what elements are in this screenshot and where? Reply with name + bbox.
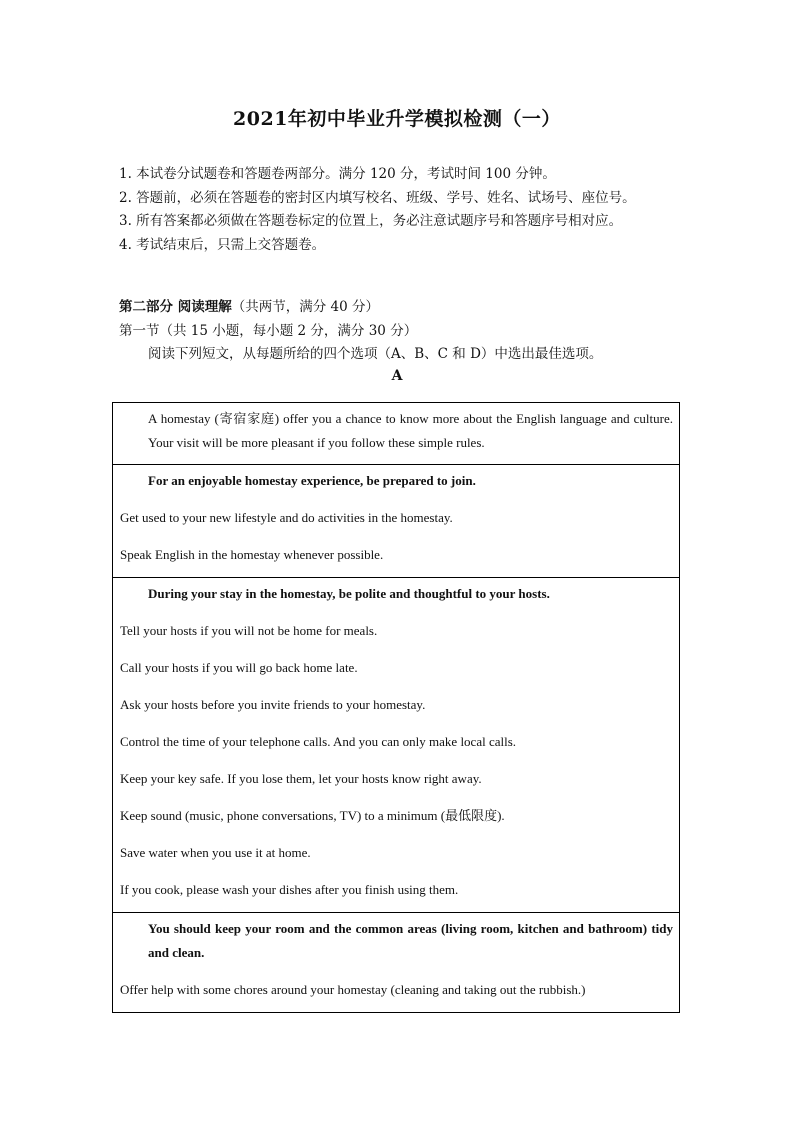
rule-item: Call your hosts if you will go back home late. [120, 660, 358, 675]
part-heading-bold: 第二部分 阅读理解 [119, 299, 232, 315]
note-item: 4. 考试结束后，只需上交答题卷。 [119, 236, 326, 253]
rule-item: Keep sound (music, phone conversations, TV) to a minimum (最低限度). [120, 808, 505, 823]
exam-notes [119, 163, 699, 257]
rules-block-heading: During your stay in the homestay, be polite and thoughtful to your hosts. [148, 586, 550, 601]
rules-block-heading-text: You should keep your room and the common areas (living room, kitchen and bathroom) tidy and clean. [148, 921, 673, 960]
rule-item: Save water when you use it at home. [120, 845, 311, 860]
rules-block-heading: For an enjoyable homestay experience, be prepared to join. [148, 473, 476, 488]
rules-block-prepare [113, 465, 679, 578]
note-item: 1. 本试卷分试题卷和答题卷两部分。满分 120 分，考试时间 100 分钟。 [119, 166, 556, 182]
rules-block-polite [113, 578, 679, 913]
rule-item: Control the time of your telephone calls. And you can only make local calls. [120, 734, 517, 749]
passage-label: A [391, 368, 403, 384]
note-item: 3. 所有答案都必须做在答题卷标定的位置上，务必注意试题序号和答题序号相对应。 [119, 213, 623, 229]
rule-item: Speak English in the homestay whenever possible. [120, 547, 384, 562]
section-instruction: 阅读下列短文，从每题所给的四个选项（A、B、C 和 D）中选出最佳选项。 [148, 346, 603, 362]
rules-block-tidy [113, 913, 679, 1012]
reading-section [119, 296, 699, 367]
rule-item: Get used to your new lifestyle and do activities in the homestay. [120, 510, 453, 525]
rules-intro-cell [113, 403, 679, 465]
rule-item: Tell your hosts if you will not be home for meals. [120, 623, 378, 638]
part-heading [119, 296, 699, 320]
rule-item: Offer help with some chores around your homestay (cleaning and taking out the rubbish.) [120, 982, 586, 997]
homestay-rules-table [112, 402, 680, 1013]
rule-item: Keep your key safe. If you lose them, let your hosts know right away. [120, 771, 482, 786]
rules-intro-text: A homestay (寄宿家庭) offer you a chance to know more about the English language and culture. Your visit will be more pleasant if you follow these simple rules. [148, 411, 673, 450]
page-title: 2021年初中毕业升学模拟检测（一） [233, 108, 561, 130]
rules-block-heading [120, 917, 673, 965]
rule-item: Ask your hosts before you invite friends to your homestay. [120, 697, 426, 712]
section-heading: 第一节（共 15 小题，每小题 2 分，满分 30 分） [119, 322, 418, 339]
part-heading-points: （共两节，满分 40 分） [231, 299, 379, 315]
note-item: 2. 答题前，必须在答题卷的密封区内填写校名、班级、学号、姓名、试场号、座位号。 [119, 189, 636, 206]
rule-item: If you cook, please wash your dishes after you finish using them. [120, 882, 459, 897]
